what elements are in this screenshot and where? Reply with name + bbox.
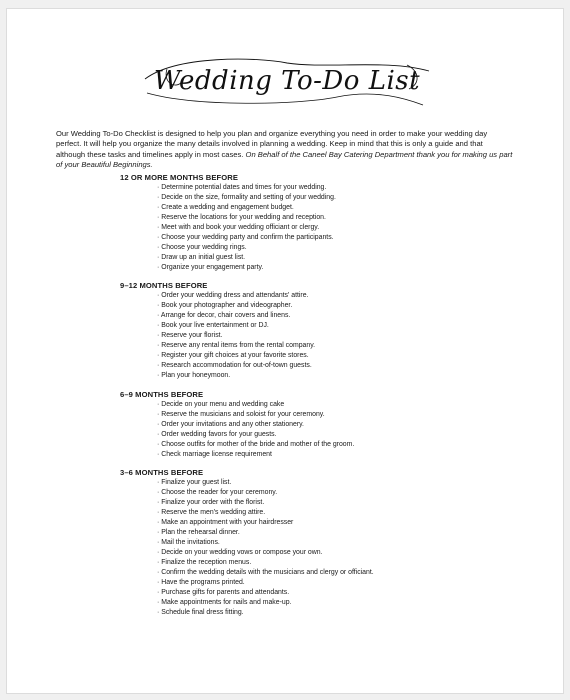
list-item: · Order your invitations and any other stationery. bbox=[157, 420, 540, 430]
list-item: · Choose outfits for mother of the bride and mother of the groom. bbox=[157, 440, 540, 450]
list-item: · Order your wedding dress and attendants' attire. bbox=[157, 291, 540, 301]
list-item: · Finalize the reception menus. bbox=[157, 558, 540, 568]
section-3-6-months bbox=[120, 468, 540, 618]
list-item: · Mail the invitations. bbox=[157, 538, 540, 548]
intro-italic-text: On Behalf of the Caneel Bay Catering Department thank you for making us part of your Beautiful Beginnings. bbox=[56, 149, 513, 170]
list-item: · Draw up an initial guest list. bbox=[157, 253, 540, 263]
list-item: · Plan the rehearsal dinner. bbox=[157, 528, 540, 538]
list-item: · Confirm the wedding details with the musicians and clergy or officiant. bbox=[157, 568, 540, 578]
checklist-items bbox=[120, 400, 540, 460]
intro-paragraph bbox=[56, 129, 514, 171]
list-item: · Make appointments for nails and make-up. bbox=[157, 598, 540, 608]
section-heading: 3–6 MONTHS BEFORE bbox=[120, 468, 204, 478]
list-item: · Register your gift choices at your favorite stores. bbox=[157, 351, 540, 361]
intro-text: Our Wedding To-Do Checklist is designed to help you plan and organize everything you need in order to make your wedding day perfect. It will help you organize the many details involved in planning a wedding. Keep in mind that this is only a guide and that although these tasks and timelines apply in most cases. bbox=[56, 128, 488, 159]
list-item: · Choose the reader for your ceremony. bbox=[157, 488, 540, 498]
list-item: · Choose your wedding rings. bbox=[157, 243, 540, 253]
list-item: · Make an appointment with your hairdresser bbox=[157, 518, 540, 528]
list-item: · Book your photographer and videographer. bbox=[157, 301, 540, 311]
section-heading: 12 OR MORE MONTHS BEFORE bbox=[120, 173, 239, 182]
list-item: · Order wedding favors for your guests. bbox=[157, 430, 540, 440]
document-title bbox=[137, 49, 437, 111]
list-item: · Choose your wedding party and confirm the participants. bbox=[157, 233, 540, 243]
title-text: Wedding To-Do List bbox=[153, 66, 421, 96]
section-heading: 9–12 MONTHS BEFORE bbox=[120, 281, 208, 291]
list-item: · Decide on your wedding vows or compose your own. bbox=[157, 548, 540, 558]
list-item: · Create a wedding and engagement budget. bbox=[157, 203, 540, 213]
list-item: · Finalize your guest list. bbox=[157, 478, 540, 488]
section-6-9-months bbox=[120, 390, 540, 460]
list-item: · Reserve the men's wedding attire. bbox=[157, 508, 540, 518]
list-item: · Decide on your menu and wedding cake bbox=[157, 400, 540, 410]
list-item: · Meet with and book your wedding officiant or clergy. bbox=[157, 223, 540, 233]
checklist-items bbox=[120, 291, 540, 381]
list-item: · Arrange for decor, chair covers and linens. bbox=[157, 311, 540, 321]
list-item: · Have the programs printed. bbox=[157, 578, 540, 588]
section-12-plus-months bbox=[120, 173, 540, 273]
list-item: · Check marriage license requirement bbox=[157, 450, 540, 460]
list-item: · Book your live entertainment or DJ. bbox=[157, 321, 540, 331]
list-item: · Reserve the musicians and soloist for your ceremony. bbox=[157, 410, 540, 420]
list-item: · Finalize your order with the florist. bbox=[157, 498, 540, 508]
checklist bbox=[120, 173, 540, 627]
list-item: · Plan your honeymoon. bbox=[157, 371, 540, 381]
list-item: · Organize your engagement party. bbox=[157, 263, 540, 273]
list-item: · Schedule final dress fitting. bbox=[157, 608, 540, 618]
list-item: · Determine potential dates and times for your wedding. bbox=[157, 183, 540, 193]
checklist-items bbox=[120, 478, 540, 618]
list-item: · Reserve the locations for your wedding and reception. bbox=[157, 213, 540, 223]
section-9-12-months bbox=[120, 281, 540, 381]
document-page bbox=[7, 9, 563, 693]
checklist-items bbox=[120, 183, 540, 273]
calligraphic-title bbox=[137, 49, 437, 111]
list-item: · Reserve your florist. bbox=[157, 331, 540, 341]
list-item: · Purchase gifts for parents and attendants. bbox=[157, 588, 540, 598]
list-item: · Research accommodation for out-of-town guests. bbox=[157, 361, 540, 371]
list-item: · Reserve any rental items from the rental company. bbox=[157, 341, 540, 351]
list-item: · Decide on the size, formality and setting of your wedding. bbox=[157, 193, 540, 203]
section-heading: 6–9 MONTHS BEFORE bbox=[120, 389, 204, 399]
